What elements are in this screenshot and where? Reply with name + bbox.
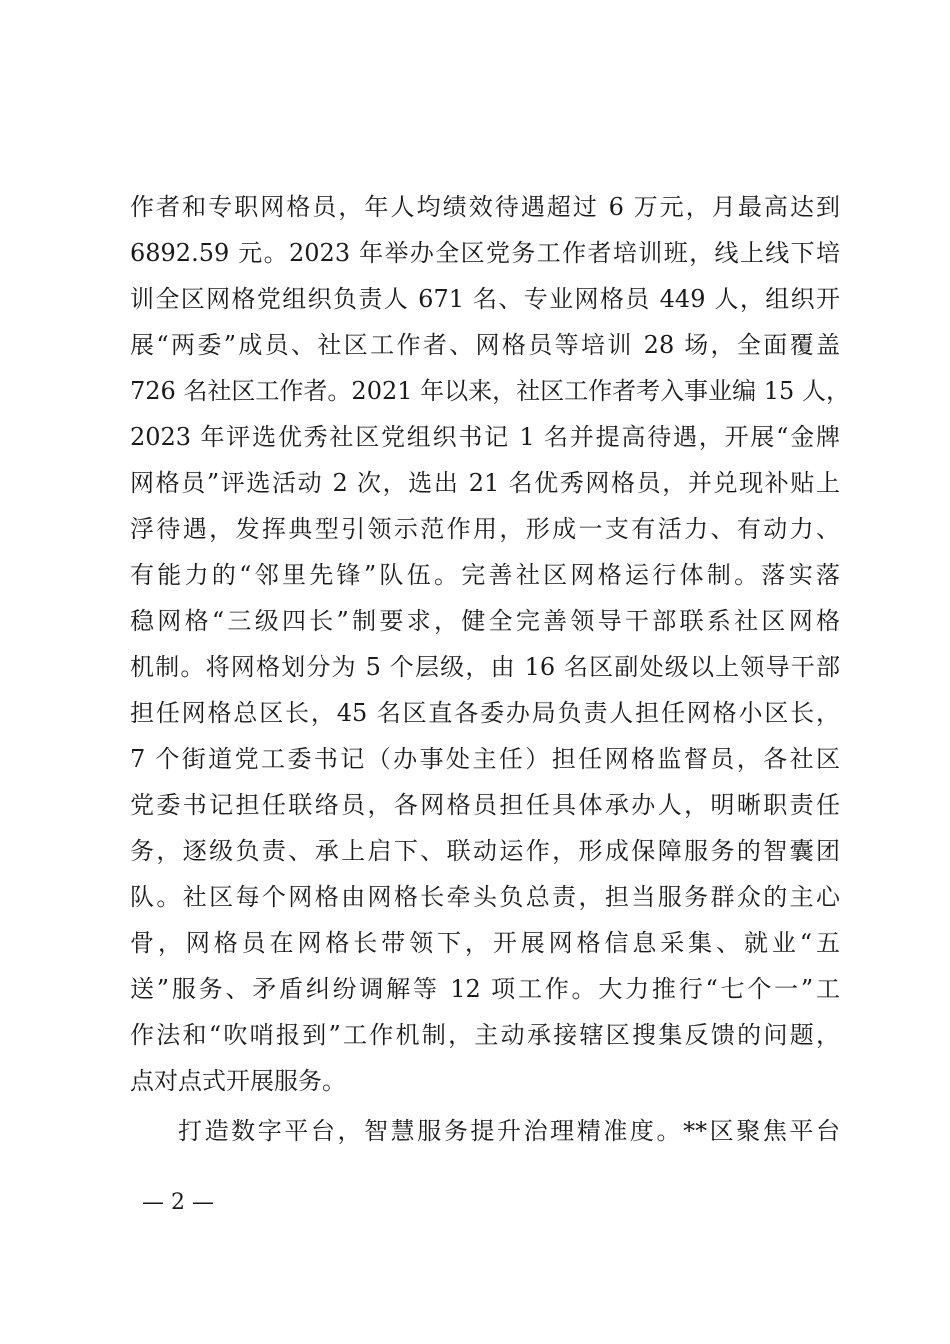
text-line-10: 稳网格“三级四长”制要求，健全完善领导干部联系社区网格 bbox=[130, 607, 840, 635]
text-line-12: 担任网格总区长，45 名区直各委办局负责人担任网格小区长， bbox=[130, 699, 840, 727]
text-line-15: 务，逐级负责、承上启下、联动运作，形成保障服务的智囊团 bbox=[130, 837, 840, 865]
page-number: — 2 — bbox=[142, 1190, 214, 1215]
text-line-3: 训全区网格党组织负责人 671 名、专业网格员 449 人，组织开 bbox=[130, 285, 840, 313]
text-line-6: 2023 年评选优秀社区党组织书记 1 名并提高待遇，开展“金牌 bbox=[130, 423, 840, 451]
text-line-17: 骨，网格员在网格长带领下，开展网格信息采集、就业“五 bbox=[130, 929, 840, 957]
text-line-16: 队。社区每个网格由网格长牵头负总责，担当服务群众的主心 bbox=[130, 883, 840, 911]
text-line-8: 浮待遇，发挥典型引领示范作用，形成一支有活力、有动力、 bbox=[130, 515, 840, 543]
text-line-5: 726 名社区工作者。2021 年以来，社区工作者考入事业编 15 人， bbox=[130, 377, 850, 405]
text-line-20: 点对点式开展服务。 bbox=[130, 1067, 346, 1095]
text-line-1: 作者和专职网格员，年人均绩效待遇超过 6 万元，月最高达到 bbox=[130, 193, 840, 221]
text-line-4: 展“两委”成员、社区工作者、网格员等培训 28 场，全面覆盖 bbox=[130, 331, 840, 359]
text-line-13: 7 个街道党工委书记（办事处主任）担任网格监督员，各社区 bbox=[130, 745, 840, 773]
text-line-14: 党委书记担任联络员，各网格员担任具体承办人，明晰职责任 bbox=[130, 791, 840, 819]
text-line-18: 送”服务、矛盾纠纷调解等 12 项工作。大力推行“七个一”工 bbox=[130, 975, 840, 1003]
text-line-19: 作法和“吹哨报到”工作机制，主动承接辖区搜集反馈的问题， bbox=[130, 1021, 840, 1049]
text-line-9: 有能力的“邻里先锋”队伍。完善社区网格运行体制。落实落 bbox=[130, 561, 840, 589]
text-line-7: 网格员”评选活动 2 次，选出 21 名优秀网格员，并兑现补贴上 bbox=[130, 469, 840, 497]
text-line-2: 6892.59 元。2023 年举办全区党务工作者培训班，线上线下培 bbox=[130, 239, 840, 267]
paragraph-start-line: 打造数字平台，智慧服务提升治理精准度。**区聚焦平台 bbox=[178, 1117, 840, 1145]
text-line-11: 机制。将网格划分为 5 个层级，由 16 名区副处级以上领导干部 bbox=[130, 653, 840, 681]
